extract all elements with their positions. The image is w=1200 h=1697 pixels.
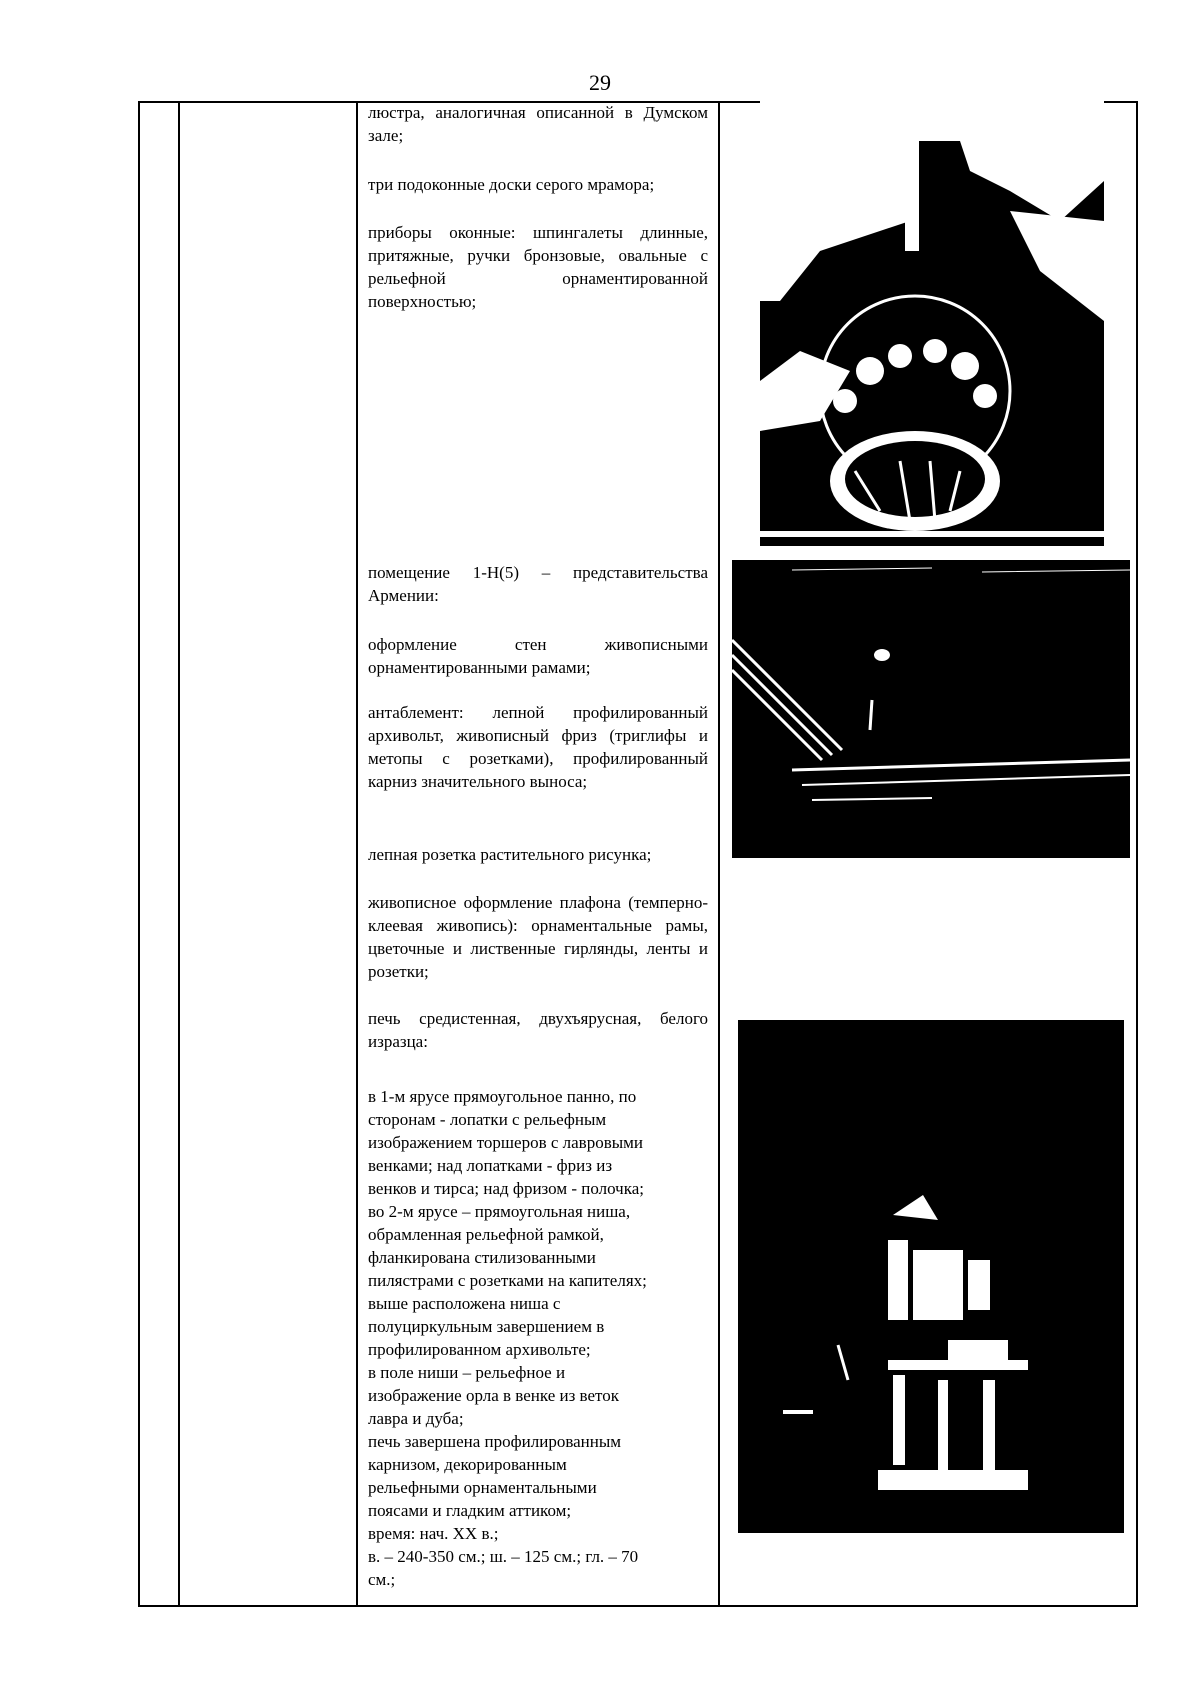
text-line: венками; над лопатками - фриз из	[368, 1156, 613, 1175]
text-line: карнизом, декорированным	[368, 1455, 567, 1474]
text-line: см.;	[368, 1570, 396, 1589]
text-line: в 1-м ярусе прямоугольное панно, по	[368, 1087, 637, 1106]
paragraph-room-heading: помещение 1-Н(5) – представительства Армении:	[368, 563, 708, 605]
text-line: сторонам - лопатки с рельефным	[368, 1110, 607, 1129]
paragraph-stove: печь средистенная, двухъярусная, белого изразца:	[368, 1009, 708, 1051]
ceiling-photo	[732, 560, 1130, 858]
text-line: изображением торшеров с лавровыми	[368, 1133, 643, 1152]
column-divider-1	[178, 101, 180, 1607]
text-line: время: нач. XX в.;	[368, 1524, 499, 1543]
text-line: рельефными орнаментальными	[368, 1478, 597, 1497]
text-line: обрамленная рельефной рамкой,	[368, 1225, 604, 1244]
paragraph-rosette: лепная розетка растительного рисунка;	[368, 845, 652, 864]
paragraph-stove-details	[368, 1085, 708, 1591]
paragraph-window-fittings: приборы оконные: шпингалеты длинные, притяжные, ручки бронзовые, овальные с рельефной орнаментированной поверхностью;	[368, 223, 708, 311]
description-column	[368, 101, 708, 1601]
text-line: во 2-м ярусе – прямоугольная ниша,	[368, 1202, 631, 1221]
text-line: венков и тирса; над фризом - полочка;	[368, 1179, 644, 1198]
text-line: поясами и гладким аттиком;	[368, 1501, 572, 1520]
column-divider-3	[718, 101, 720, 1607]
text-line: печь завершена профилированным	[368, 1432, 622, 1451]
text-line: профилированном архивольте;	[368, 1340, 591, 1359]
text-line: полуциркульным завершением в	[368, 1317, 605, 1336]
text-line: пилястрами с розетками на капителях;	[368, 1271, 647, 1290]
column-divider-2	[356, 101, 358, 1607]
paragraph-window-sills: три подоконные доски серого мрамора;	[368, 175, 655, 194]
text-line: лавра и дуба;	[368, 1409, 464, 1428]
paragraph-wall-frames: оформление стен живописными орнаментированными рамами;	[368, 635, 708, 677]
stove-photo	[738, 1020, 1124, 1533]
text-line: фланкирована стилизованными	[368, 1248, 596, 1267]
text-line: в поле ниши – рельефное и	[368, 1363, 566, 1382]
paragraph-plafond: живописное оформление плафона (темперно-клеевая живопись): орнаментальные рамы, цветочные и лиственные гирлянды, ленты и розетки;	[368, 893, 708, 981]
chandelier-photo	[760, 101, 1104, 546]
paragraph-chandelier: люстра, аналогичная описанной в Думском зале;	[368, 103, 708, 145]
paragraph-entablature: антаблемент: лепной профилированный архивольт, живописный фриз (триглифы и метопы с розетками), профилированный карниз значительного выноса;	[368, 703, 708, 791]
page-number: 29	[589, 70, 611, 95]
text-line: в. – 240-350 см.; ш. – 125 см.; гл. – 70	[368, 1547, 639, 1566]
text-line: изображение орла в венке из веток	[368, 1386, 619, 1405]
text-line: выше расположена ниша с	[368, 1294, 561, 1313]
